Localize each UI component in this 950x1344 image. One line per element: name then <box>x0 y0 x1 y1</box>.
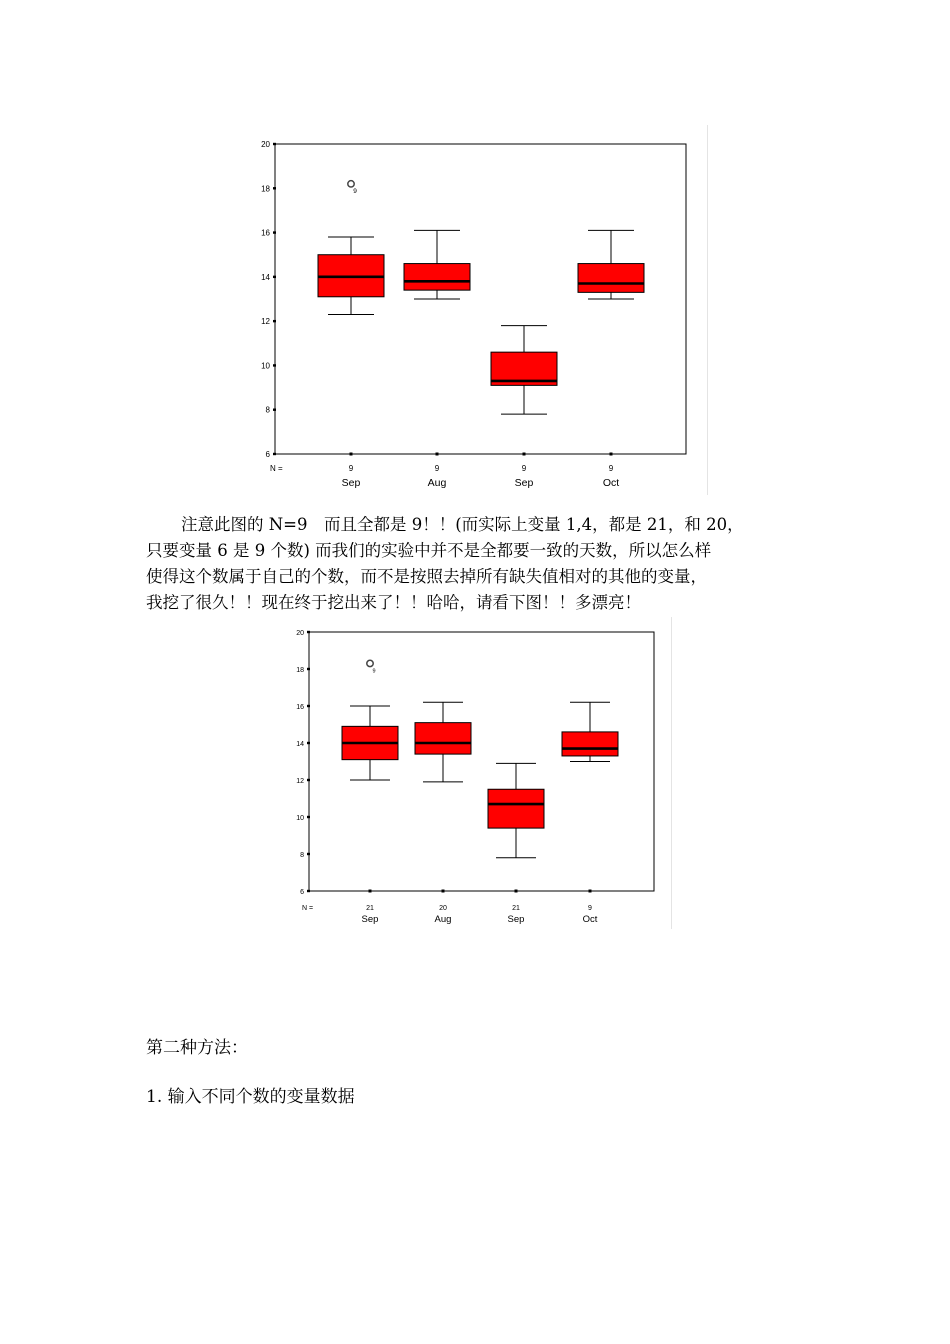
paragraph-line: 我挖了很久！！现在终于挖出来了！！哈哈，请看下图！！多漂亮！ <box>146 593 641 612</box>
n-axis-label: N = <box>302 905 314 912</box>
x-tick-mark <box>442 890 445 893</box>
y-tick-label: 14 <box>261 272 270 282</box>
y-tick-label: 18 <box>296 667 304 674</box>
category-label: Aug <box>427 477 447 489</box>
x-tick-mark <box>523 453 526 456</box>
boxplot-svg <box>281 617 671 929</box>
n-value-label: 9 <box>588 905 592 912</box>
y-tick-label: 18 <box>261 184 270 194</box>
y-tick-label: 12 <box>261 317 270 327</box>
y-tick-mark <box>307 705 310 707</box>
y-tick-label: 8 <box>300 852 304 859</box>
x-tick-mark <box>436 453 439 456</box>
n-value-label: 21 <box>366 905 374 912</box>
y-tick-mark <box>307 742 310 744</box>
y-tick-label: 14 <box>296 741 304 748</box>
outlier-label: 9 <box>353 187 357 195</box>
x-tick-mark <box>589 890 592 893</box>
n-value-label: 9 <box>434 464 440 473</box>
y-tick-label: 8 <box>265 405 270 415</box>
y-tick-label: 6 <box>300 889 304 896</box>
y-tick-label: 16 <box>261 228 270 238</box>
y-tick-mark <box>273 143 276 145</box>
y-tick-label: 6 <box>265 450 270 459</box>
boxplot-figure-2 <box>281 617 672 929</box>
y-tick-mark <box>273 364 276 366</box>
box-iqr <box>488 789 544 828</box>
y-tick-mark <box>273 276 276 278</box>
method-two-heading: 第二种方法： <box>146 1038 248 1058</box>
y-tick-mark <box>307 853 310 855</box>
n-value-label: 21 <box>512 905 520 912</box>
n-value-label: 9 <box>348 464 354 473</box>
boxplot-svg <box>245 125 707 495</box>
y-tick-mark <box>273 187 276 189</box>
step-one-text: 1. 输入不同个数的变量数据 <box>146 1087 355 1107</box>
paragraph-line: 使得这个数属于自己的个数，而不是按照去掉所有缺失值相对的其他的变量， <box>146 567 707 586</box>
y-tick-mark <box>273 320 276 322</box>
y-tick-mark <box>307 668 310 670</box>
box-iqr <box>404 264 470 291</box>
y-tick-mark <box>307 816 310 818</box>
y-tick-label: 12 <box>296 778 304 785</box>
x-tick-mark <box>610 453 613 456</box>
outlier-label: 9 <box>372 668 376 675</box>
x-tick-mark <box>515 890 518 893</box>
category-label: Oct <box>602 477 620 489</box>
n-value-label: 9 <box>608 464 614 473</box>
y-tick-label: 10 <box>261 361 270 371</box>
box-iqr <box>578 264 644 293</box>
x-tick-mark <box>369 890 372 893</box>
y-tick-label: 20 <box>261 140 270 149</box>
category-label: Sep <box>361 914 379 925</box>
y-tick-label: 10 <box>296 815 304 822</box>
y-tick-mark <box>273 453 276 455</box>
category-label: Oct <box>582 914 598 925</box>
paragraph-line: 注意此图的 N=9 而且全都是 9！！(而实际上变量 1,4，都是 21，和 20， <box>181 515 744 534</box>
y-tick-label: 20 <box>296 630 304 637</box>
x-tick-mark <box>350 453 353 456</box>
explanation-paragraph <box>146 512 816 616</box>
outlier-point <box>367 660 373 666</box>
category-label: Aug <box>434 914 452 925</box>
boxplot-figure-1 <box>245 125 708 495</box>
paragraph-line: 只要变量 6 是 9 个数) 而我们的实验中并不是全都要一致的天数，所以怎么样 <box>146 541 712 560</box>
box-iqr <box>415 723 471 754</box>
category-label: Sep <box>514 477 534 489</box>
y-tick-mark <box>307 890 310 892</box>
y-tick-mark <box>307 779 310 781</box>
category-label: Sep <box>341 477 361 489</box>
y-tick-mark <box>273 231 276 233</box>
n-axis-label: N = <box>270 464 283 473</box>
y-tick-mark <box>307 631 310 633</box>
outlier-point <box>348 181 354 187</box>
y-tick-mark <box>273 409 276 411</box>
y-tick-label: 16 <box>296 704 304 711</box>
box-iqr <box>562 732 618 756</box>
category-label: Sep <box>507 914 525 925</box>
n-value-label: 9 <box>521 464 527 473</box>
n-value-label: 20 <box>439 905 447 912</box>
